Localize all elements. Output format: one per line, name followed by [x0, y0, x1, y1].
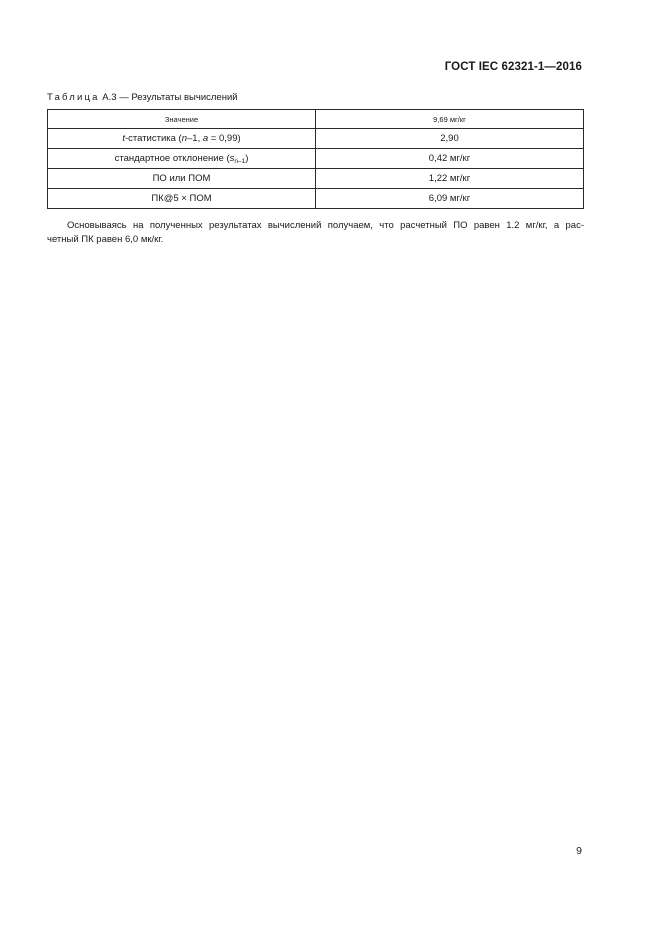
page-number: 9	[576, 845, 582, 857]
italic-n: n	[181, 133, 188, 144]
conclusion-paragraph	[47, 219, 584, 247]
document-standard-code: ГОСТ IEC 62321-1—2016	[444, 61, 582, 73]
table-row	[48, 189, 584, 209]
table-header-name: Значение	[48, 110, 316, 129]
table-cell-value: 1,22 мг/кг	[316, 169, 584, 189]
label-text: -статистика (	[124, 133, 182, 144]
table-cell-value: 6,09 мг/кг	[316, 189, 584, 209]
label-text: )	[245, 152, 249, 164]
italic-t: t	[122, 133, 125, 144]
table-header-value: 9,69 мг/кг	[316, 110, 584, 129]
table-cell-label: ПО или ПОМ	[48, 169, 316, 189]
subscript-n-minus-1: n–1	[234, 157, 246, 165]
label-text: –1,	[187, 133, 203, 144]
table-caption-label: Таблица	[47, 92, 100, 103]
table-cell-value: 2,90	[316, 129, 584, 149]
table-caption	[47, 92, 238, 103]
italic-a: a	[202, 133, 209, 144]
table-header-row	[48, 110, 584, 129]
paragraph-line-1: Основываясь на полученных результатах вычислений получаем, что расчетный ПО равен 1.2 мг/кг, а рас-	[67, 220, 584, 231]
table-row	[48, 129, 584, 149]
table-caption-title: А.3 — Результаты вычислений	[99, 92, 238, 103]
table-cell-label: ПК@5 × ПОМ	[48, 189, 316, 209]
table-cell-label	[48, 149, 316, 169]
label-text: = 0,99)	[208, 133, 241, 144]
table-row	[48, 169, 584, 189]
results-table	[47, 109, 584, 209]
table-row	[48, 149, 584, 169]
label-text: стандартное отклонение (	[114, 152, 230, 164]
table-cell-label	[48, 129, 316, 149]
paragraph-line-2: четный ПК равен 6,0 мк/кг.	[47, 234, 164, 245]
table-cell-value: 0,42 мг/кг	[316, 149, 584, 169]
italic-s: s	[229, 152, 235, 164]
